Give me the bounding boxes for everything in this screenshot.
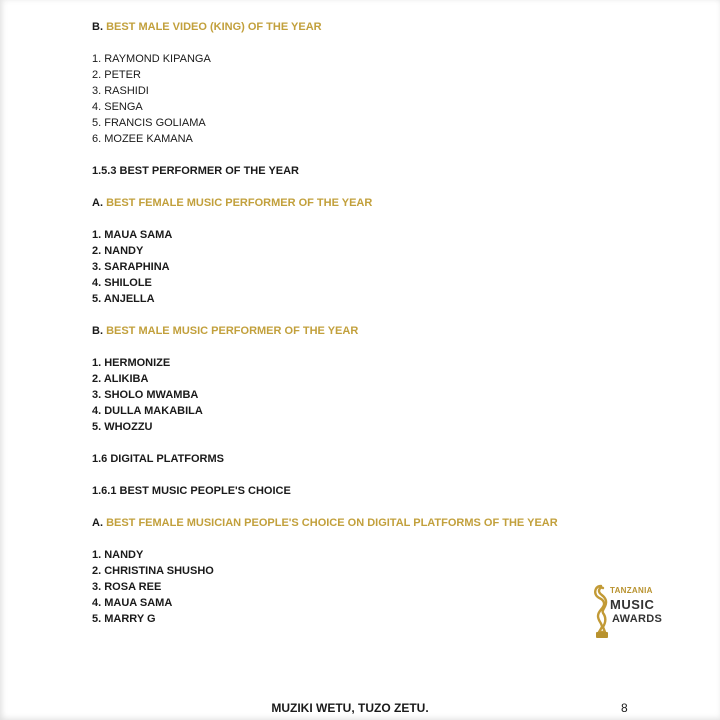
section-title: BEST FEMALE MUSICIAN PEOPLE'S CHOICE ON DIGITAL PLATFORMS OF THE YEAR [106,517,558,529]
section-letter: B. [92,325,103,337]
section-title: BEST MALE MUSIC PERFORMER OF THE YEAR [106,325,359,337]
list-item: 1. RAYMOND KIPANGA [92,53,211,65]
logo-line-1: TANZANIA [610,586,653,595]
section-heading-male-video [92,19,652,35]
footer-slogan: MUZIKI WETU, TUZO ZETU. [271,701,429,715]
section-heading-female-digital [92,515,652,531]
list-item: 3. SARAPHINA [92,261,170,273]
list-item: 4. SENGA [92,101,143,113]
section-title: BEST FEMALE MUSIC PERFORMER OF THE YEAR [106,197,373,209]
tanzania-music-awards-logo [590,584,664,640]
nominee-list-male-performer [92,355,652,435]
list-item: 6. MOZEE KAMANA [92,133,193,145]
nominee-list-male-video [92,51,652,147]
section-title: BEST MALE VIDEO (KING) OF THE YEAR [106,21,322,33]
list-item: 2. PETER [92,69,141,81]
list-item: 4. MAUA SAMA [92,597,173,609]
list-item: 5. MARRY G [92,613,156,625]
list-item: 4. SHILOLE [92,277,152,289]
list-item: 4. DULLA MAKABILA [92,405,203,417]
list-item: 1. NANDY [92,549,144,561]
list-item: 2. ALIKIBA [92,373,149,385]
section-heading-male-performer [92,323,652,339]
list-item: 1. MAUA SAMA [92,229,173,241]
list-item: 1. HERMONIZE [92,357,171,369]
page-number: 8 [621,701,628,715]
list-item: 3. ROSA REE [92,581,162,593]
list-item: 3. RASHIDI [92,85,149,97]
section-heading-digital: 1.6 DIGITAL PLATFORMS [92,453,225,465]
subsection-heading-performer: 1.5.3 BEST PERFORMER OF THE YEAR [92,165,300,177]
section-letter: A. [92,197,103,209]
section-heading-female-performer [92,195,652,211]
nominee-list-female-digital [92,547,655,627]
trophy-icon [590,584,612,640]
page-content [92,19,655,627]
list-item: 5. FRANCIS GOLIAMA [92,117,206,129]
logo-line-2: MUSIC [610,597,655,612]
list-item: 2. CHRISTINA SHUSHO [92,565,214,577]
list-item: 5. WHOZZU [92,421,153,433]
list-item: 5. ANJELLA [92,293,155,305]
list-item: 3. SHOLO MWAMBA [92,389,199,401]
subsection-heading-peoples-choice: 1.6.1 BEST MUSIC PEOPLE'S CHOICE [92,485,291,497]
section-letter: A. [92,517,103,529]
section-letter: B. [92,21,103,33]
list-item: 2. NANDY [92,245,144,257]
nominee-list-female-performer [92,227,652,307]
logo-line-3: AWARDS [612,613,663,625]
